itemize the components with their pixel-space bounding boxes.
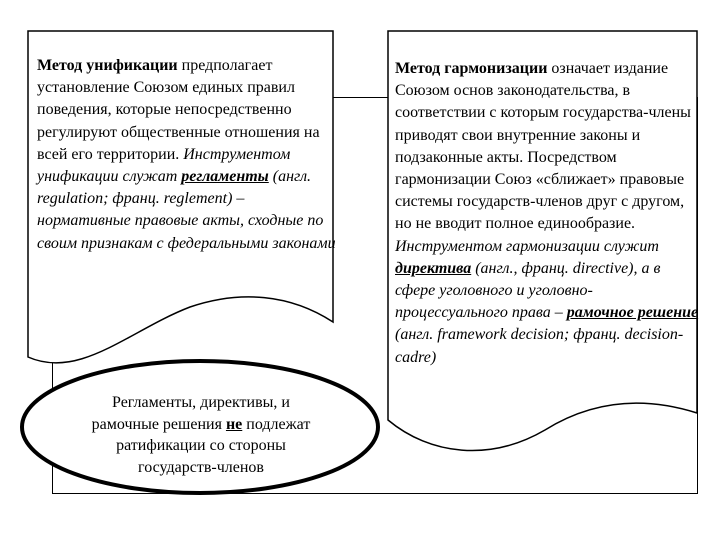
harmonization-description: означает издание Союзом основ законодательства, в соответствии с которым государства-члены приводят свои внутренние законы и подзаконные акты. Посредством гармонизации Союз «сближает» правовые системы государств-членов друг с другом, но не вводит полное единообразие. — [395, 60, 691, 233]
framework-decision-term: рамочное решение — [566, 304, 699, 322]
unification-term: Метод унификации — [37, 57, 178, 74]
harmonization-instrument-text: Инструментом гармонизации служит — [395, 237, 659, 255]
harmonization-term: Метод гармонизации — [395, 60, 548, 77]
framework-decision-description: (англ. framework decision; франц. decision-cadre) — [395, 326, 684, 366]
oval-negation: не — [225, 415, 243, 433]
harmonization-method-text — [395, 58, 700, 369]
directive-term: директива — [395, 259, 472, 277]
unification-method-text — [37, 55, 337, 255]
regulations-term: регламенты — [181, 168, 269, 186]
directive-description: (англ., франц. directive), а в сфере уголовного и уголовно-процессуального права – — [395, 259, 661, 322]
unification-description: предполагает установление Союзом единых правил поведения, которые непосредственно регулируют общественные отношения на всей его территории. — [37, 57, 320, 163]
oval-text-end: подлежат ратификации со стороны государств-членов — [116, 415, 311, 476]
unification-instrument-text: Инструментом унификации служат — [37, 145, 291, 186]
regulations-description: (англ. regulation; франц. reglement) – нормативные правовые акты, сходные по своим признакам с федеральными законами — [37, 168, 336, 252]
oval-text-start: Регламенты, директивы, и рамочные решения — [91, 394, 290, 433]
oval-note — [84, 392, 318, 478]
